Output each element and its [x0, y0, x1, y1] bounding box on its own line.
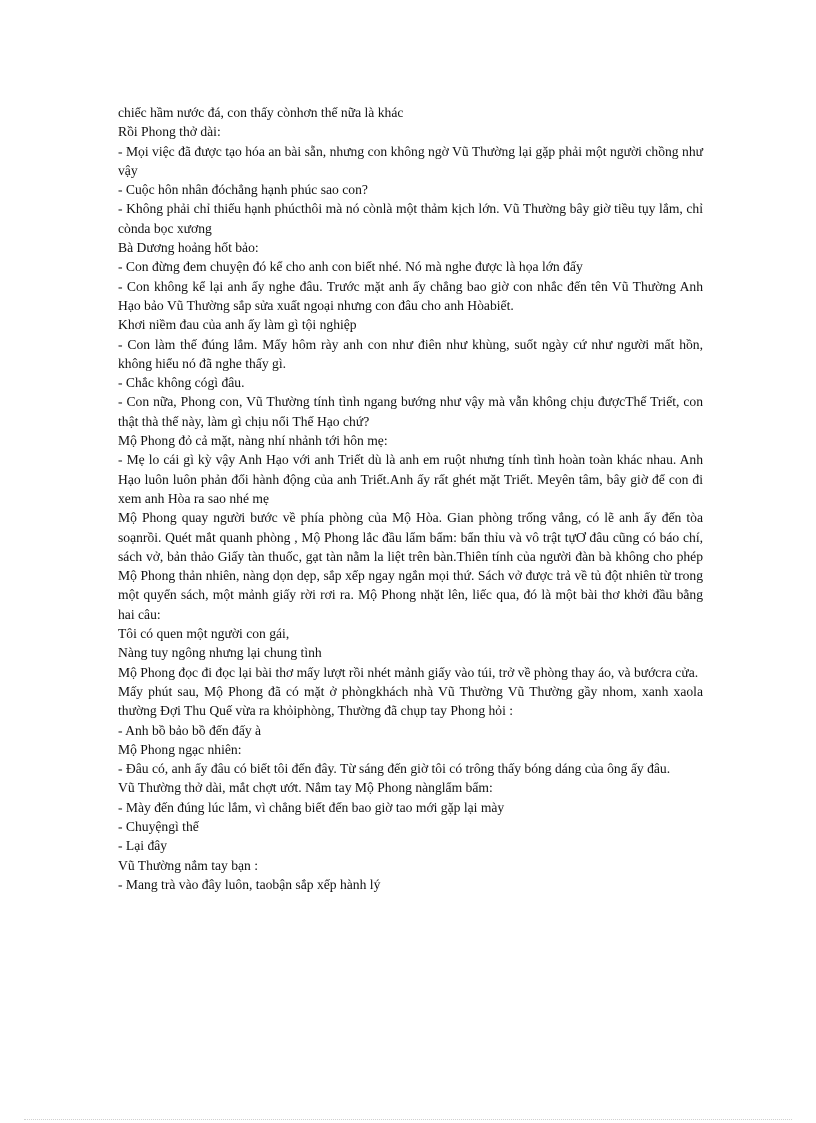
paragraph: - Anh bồ bảo bồ đến đấy à	[118, 722, 262, 738]
paragraph: - Lại đây	[118, 838, 168, 854]
paragraph: Mộ Phong quay người bước về phía phòng của Mộ Hòa. Gian phòng trống vắng, có lẽ anh ấy đến tòa soạnrồi. Quét mắt quanh phòng , Mộ Phong lắc đầu lẩm bẩm: bẩn thỉu và vô trật tựƠ đâu cũng có báo chí, sách vở, bản thảo Giấy tàn thuốc, gạt tàn nằm la liệt trên bàn.Thiên tính của người đàn bà không cho phép Mộ Phong thản nhiên, nàng dọn dẹp, sắp xếp ngay ngắn mọi thứ. Sách vở được trả về tủ đột nhiên từ trong một quyển sách, một mảnh giấy rời rơi ra. Mộ Phong nhặt lên, liếc qua, đó là một bài thơ khởi đầu bằng hai câu:	[118, 510, 703, 622]
paragraph: - Con làm thế đúng lắm. Mấy hôm rày anh con như điên như khùng, suốt ngày cứ như người mất hồn, không hiểu nó đã nghe thấy gì.	[118, 336, 703, 371]
paragraph: Khơi niềm đau của anh ấy làm gì tội nghiệp	[118, 317, 357, 333]
paragraph: Bà Dương hoảng hốt bảo:	[118, 240, 259, 256]
paragraph: - Chuyệngì thế	[118, 818, 199, 834]
paragraph: - Mẹ lo cái gì kỳ vậy Anh Hạo với anh Triết dù là anh em ruột nhưng tính tình hoàn toàn khác nhau. Anh Hạo luôn luôn phản đối hành động của anh Triết.Anh ấy rất ghét mặt Triết. Meyên tâm, bây giờ để con đi xem anh Hòa ra sao nhé mẹ	[118, 452, 703, 506]
paragraph: - Không phải chỉ thiếu hạnh phúcthôi mà nó cònlà một thảm kịch lớn. Vũ Thường bây giờ tiều tụy lắm, chỉ cònda bọc xương	[118, 201, 703, 236]
paragraph: Mấy phút sau, Mộ Phong đã có mặt ở phòngkhách nhà Vũ Thường Vũ Thường gầy nhom, xanh xaola thường Đợi Thu Quế vừa ra khỏiphòng, Thường đã chụp tay Phong hỏi :	[118, 683, 703, 719]
paragraph: Mộ Phong đỏ cả mặt, nàng nhí nhảnh tới hôn mẹ:	[118, 433, 388, 449]
document-page	[118, 103, 703, 894]
paragraph: Mộ Phong ngạc nhiên:	[118, 741, 242, 757]
paragraph: - Cuộc hôn nhân đóchẳng hạnh phúc sao con?	[118, 182, 368, 198]
paragraph: - Con không kể lại anh ấy nghe đâu. Trước mặt anh ấy chẳng bao giờ con nhắc đến tên Vũ Thường Anh Hạo bảo Vũ Thường sắp sửa xuất ngoại nhưng con đâu cho anh Hòabiết.	[118, 278, 703, 313]
paragraph: - Mang trà vào đây luôn, taobận sắp xếp hành lý	[118, 876, 381, 892]
paragraph: - Con nữa, Phong con, Vũ Thường tính tình ngang bướng như vậy mà vẫn không chịu đượcThế Triết, con thật thà thế này, làm gì chịu nổi Thế Hạo chứ?	[118, 394, 703, 429]
paragraph: chiếc hầm nước đá, con thấy cònhơn thế nữa là khác	[118, 105, 404, 120]
paragraph: - Con đừng đem chuyện đó kể cho anh con biết nhé. Nó mà nghe được là họa lớn đấy	[118, 259, 583, 275]
paragraph: Vũ Thường thở dài, mắt chợt ướt. Nắm tay Mộ Phong nànglẩm bẩm:	[118, 780, 493, 796]
poem-line: Tôi có quen một người con gái,	[118, 626, 290, 642]
paragraph: Vũ Thường nắm tay bạn :	[118, 857, 259, 873]
paragraph: Mộ Phong đọc đi đọc lại bài thơ mấy lượt rồi nhét mảnh giấy vào túi, trở về phòng thay áo, và bướcra cửa.	[118, 664, 699, 680]
paragraph: Rồi Phong thở dài:	[118, 124, 221, 140]
page-bottom-divider	[24, 1119, 792, 1120]
paragraph: - Mọi việc đã được tạo hóa an bài sẵn, nhưng con không ngờ Vũ Thường lại gặp phải một người chồng như vậy	[118, 143, 703, 178]
poem-line: Nàng tuy ngông nhưng lại chung tình	[118, 645, 322, 661]
paragraph: - Mày đến đúng lúc lắm, vì chẳng biết đến bao giờ tao mới gặp lại mày	[118, 799, 505, 815]
paragraph: - Chắc không cógì đâu.	[118, 375, 245, 391]
paragraph: - Đâu có, anh ấy đâu có biết tôi đến đây. Từ sáng đến giờ tôi có trông thấy bóng dáng của ông ấy đâu.	[118, 761, 671, 777]
